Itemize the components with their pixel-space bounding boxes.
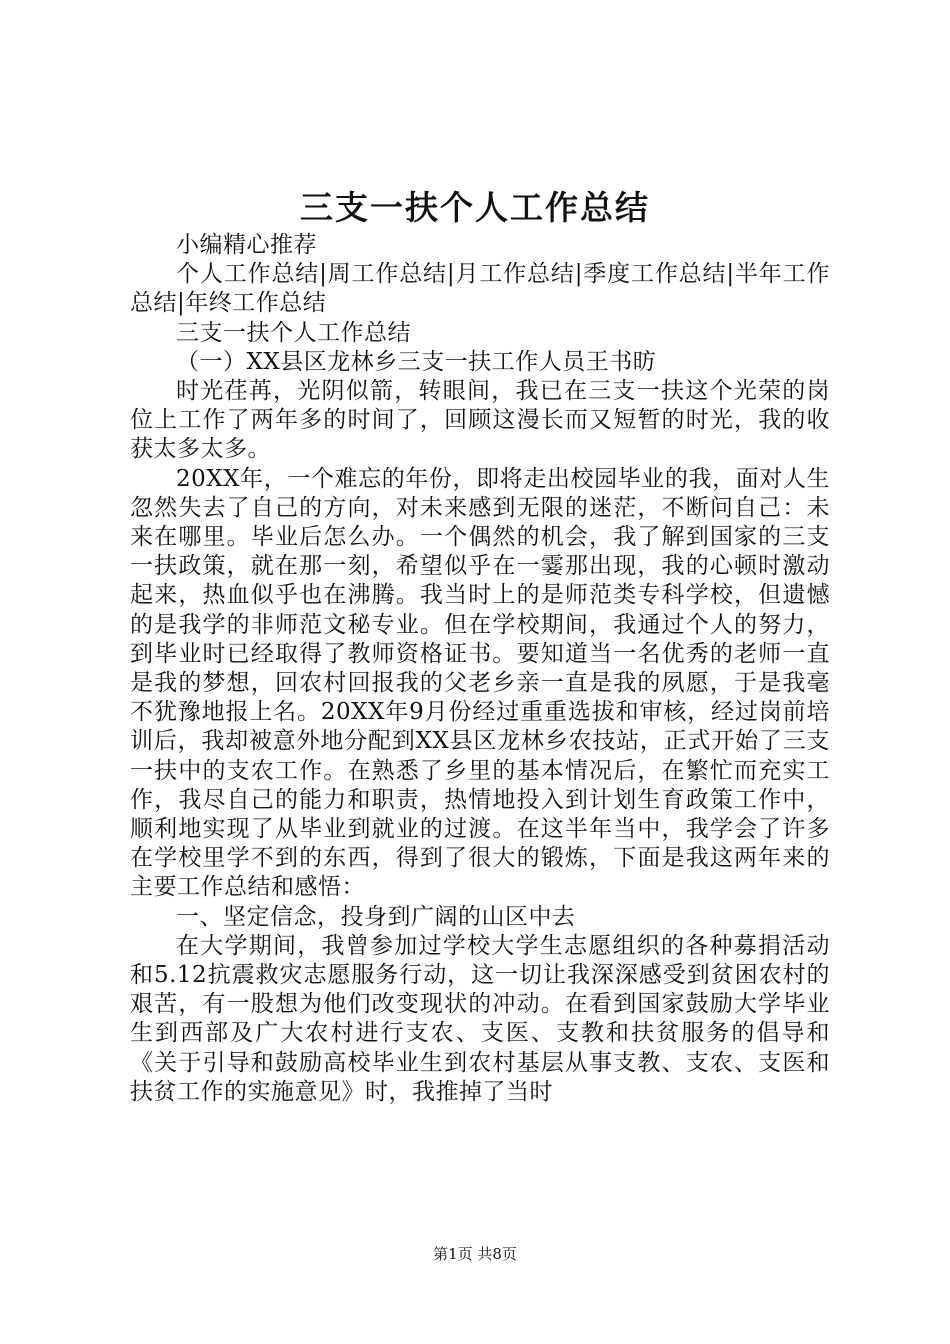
section-heading-1: 一、坚定信念，投身到广阔的山区中去: [176, 903, 576, 930]
author-line: （一）XX县区龙林乡三支一扶工作人员王书昉: [176, 348, 657, 375]
paragraph-background: 20XX年，一个难忘的年份，即将走出校园毕业的我，面对人生忽然失去了自己的方向，对未来感到无限的迷茫，不断问自己：未来在哪里。毕业后怎么办。一个偶然的机会，我了解到国家的三支一扶政策，就在那一刻，希望似乎在一霎那出现，我的心顿时激动起来，热血似乎也在沸腾。我当时上的是师范类专科学校，但遗憾的是我学的非师范文秘专业。但在学校期间，我通过个人的努力，到毕业时已经取得了教师资格证书。要知道当一名优秀的老师一直是我的梦想，回农村回报我的父老乡亲一直是我的夙愿，于是我毫不犹豫地报上名。20XX年9月份经过重重选拔和审核，经过岗前培训后，我却被意外地分配到XX县区龙林乡农技站，正式开始了三支一扶中的支农工作。在熟悉了乡里的基本情况后，在繁忙而充实工作，我尽自己的能力和职责，热情地投入到计划生育政策工作中，顺利地实现了从毕业到就业的过渡。在这半年当中，我学会了许多在学校里学不到的东西，得到了很大的锻炼，下面是我这两年来的主要工作总结和感悟：: [130, 465, 830, 901]
document-title: 三支一扶个人工作总结: [300, 188, 650, 227]
recommend-links: 个人工作总结|周工作总结|月工作总结|季度工作总结|半年工作总结|年终工作总结: [130, 261, 830, 317]
document-body: [130, 231, 830, 1107]
page-footer: 第1页 共8页: [433, 1245, 517, 1263]
paragraph-intro: 时光荏苒，光阴似箭，转眼间，我已在三支一扶这个光荣的岗位上工作了两年多的时间了，回顾这漫长而又短暂的时光，我的收获太多太多。: [130, 378, 830, 463]
recommend-heading: 小编精心推荐: [176, 232, 317, 258]
subtitle: 三支一扶个人工作总结: [176, 319, 411, 346]
paragraph-section-1: 在大学期间，我曾参加过学校大学生志愿组织的各种募捐活动和5.12抗震救灾志愿服务行动，这一切让我深深感受到贫困农村的艰苦，有一股想为他们改变现状的冲动。在看到国家鼓励大学毕业生到西部及广大农村进行支农、支医、支教和扶贫服务的倡导和《关于引导和鼓励高校毕业生到农村基层从事支教、支农、支医和扶贫工作的实施意见》时，我推掉了当时: [130, 932, 830, 1105]
